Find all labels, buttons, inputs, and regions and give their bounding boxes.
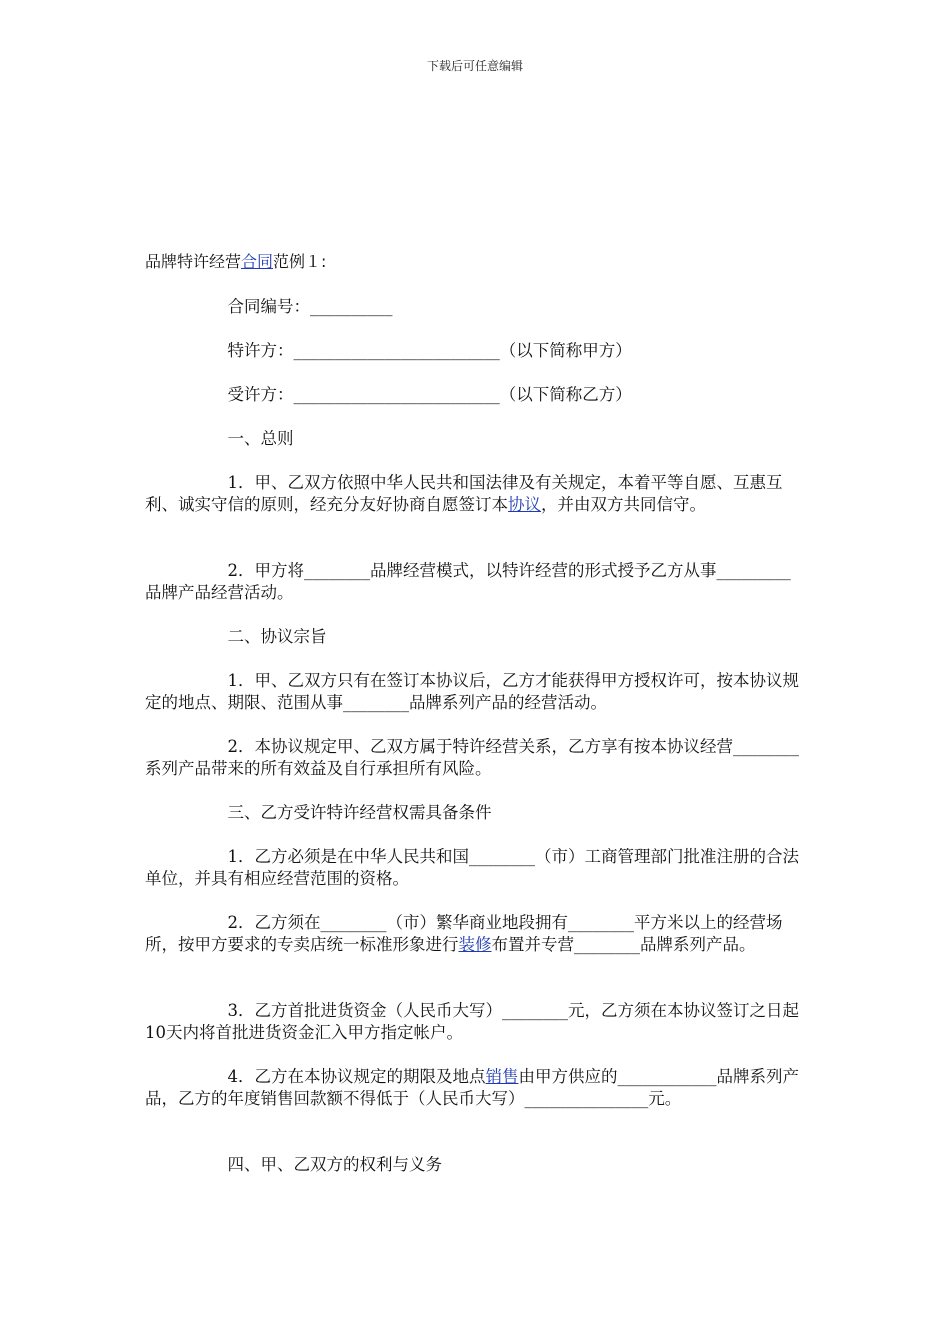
clause-conditions-3: 3．乙方首批进货资金（人民币大写）________元，乙方须在本协议签订之日起10天内将首批进货资金汇入甲方指定帐户。 bbox=[145, 1001, 799, 1042]
clause-general-1 bbox=[145, 472, 807, 516]
section-heading-purpose: 二、协议宗旨 bbox=[145, 627, 327, 646]
section-heading-general: 一、总则 bbox=[145, 429, 294, 448]
title-contract-link[interactable]: 合同 bbox=[241, 252, 274, 271]
clause-general-1-text-b: ，并由双方共同信守。 bbox=[541, 495, 706, 514]
document-title bbox=[145, 249, 326, 272]
agreement-link[interactable]: 协议 bbox=[508, 495, 541, 514]
clause-conditions-2 bbox=[145, 912, 807, 956]
licensor-field: 特许方：_________________________（以下简称甲方） bbox=[145, 341, 632, 360]
title-suffix: 范例１: bbox=[273, 252, 327, 271]
section-heading-conditions: 三、乙方受许特许经营权需具备条件 bbox=[145, 803, 492, 822]
sales-link[interactable]: 销售 bbox=[485, 1067, 519, 1086]
clause-conditions-4-text-b: 由甲方供应的____________品牌系列产品，乙方的年度销售回款额不得低于（人民币大写）_______________元。 bbox=[145, 1067, 799, 1108]
clause-conditions-4 bbox=[145, 1066, 807, 1110]
title-prefix: 品牌特许经营 bbox=[145, 252, 242, 271]
clause-purpose-2: 2．本协议规定甲、乙双方属于特许经营关系，乙方享有按本协议经营________系列产品带来的所有效益及自行承担所有风险。 bbox=[145, 737, 799, 778]
clause-conditions-4-text-a: 4．乙方在本协议规定的期限及地点 bbox=[145, 1067, 486, 1086]
clause-conditions-2-text-b: 布置并专营________品牌系列产品。 bbox=[491, 935, 756, 954]
clause-general-1-text-a: 1．甲、乙双方依照中华人民共和国法律及有关规定，本着平等自愿、互惠互利、诚实守信的原则，经充分友好协商自愿签订本 bbox=[145, 473, 783, 514]
page-header-note: 下载后可任意编辑 bbox=[426, 59, 523, 73]
clause-purpose-1: 1．甲、乙双方只有在签订本协议后，乙方才能获得甲方授权许可，按本协议规定的地点、期限、范围从事________品牌系列产品的经营活动。 bbox=[145, 671, 799, 712]
clause-conditions-1: 1．乙方必须是在中华人民共和国________（市）工商管理部门批准注册的合法单位，并具有相应经营范围的资格。 bbox=[145, 847, 799, 888]
clause-conditions-2-text-a: 2．乙方须在________（市）繁华商业地段拥有________平方米以上的经营场所，按甲方要求的专卖店统一标准形象进行 bbox=[145, 913, 783, 954]
decoration-link[interactable]: 装修 bbox=[458, 935, 492, 954]
section-heading-rights: 四、甲、乙双方的权利与义务 bbox=[145, 1155, 442, 1174]
clause-general-2: 2．甲方将________品牌经营模式，以特许经营的形式授予乙方从事_________品牌产品经营活动。 bbox=[145, 561, 791, 602]
contract-number-field: 合同编号：__________ bbox=[145, 297, 393, 316]
licensee-field: 受许方：_________________________（以下简称乙方） bbox=[145, 385, 632, 404]
